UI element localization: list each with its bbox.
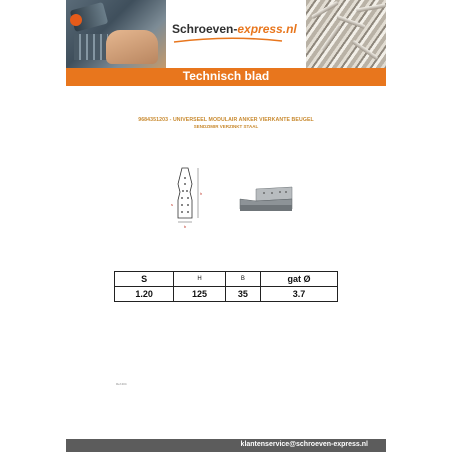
- screws-photo: [306, 0, 386, 68]
- label-s: s: [171, 202, 173, 207]
- label-b: b: [184, 224, 187, 229]
- label-h: h: [200, 191, 203, 196]
- value-h: 125: [174, 287, 225, 302]
- logo-area: [166, 0, 306, 68]
- header-banner: [66, 0, 386, 68]
- technical-sheet: [66, 0, 386, 452]
- bracket-outline: [178, 168, 192, 218]
- product-title: 9684351203 - UNIVERSEEL MODULAIR ANKER VIERKANTE BEUGEL: [138, 117, 314, 123]
- product-photo: [236, 185, 296, 219]
- document-title-bar: [66, 68, 386, 86]
- value-s: 1.20: [115, 287, 174, 302]
- product-material: SENDZIMIR VERZINKT STAAL: [193, 124, 259, 129]
- value-b: 35: [225, 287, 260, 302]
- brand-logo: Schroeven-express.nl: [172, 22, 297, 36]
- specs-value-row: [115, 287, 338, 302]
- reference-note: Ref:404: [116, 382, 127, 386]
- header-h: H: [174, 272, 225, 287]
- specs-table: [114, 271, 338, 302]
- header-hole: gat Ø: [261, 272, 338, 287]
- header-s: S: [115, 272, 174, 287]
- logo-swoosh-icon: [172, 36, 284, 44]
- tools-photo: [66, 0, 166, 68]
- footer-bar: [66, 439, 386, 452]
- header-b: B: [225, 272, 260, 287]
- value-hole: 3.7: [261, 287, 338, 302]
- technical-drawing: [166, 164, 212, 230]
- document-title: Technisch blad: [182, 69, 270, 83]
- contact-email-link[interactable]: klantenservice@schroeven-express.nl: [240, 441, 368, 448]
- specs-header-row: [115, 272, 338, 287]
